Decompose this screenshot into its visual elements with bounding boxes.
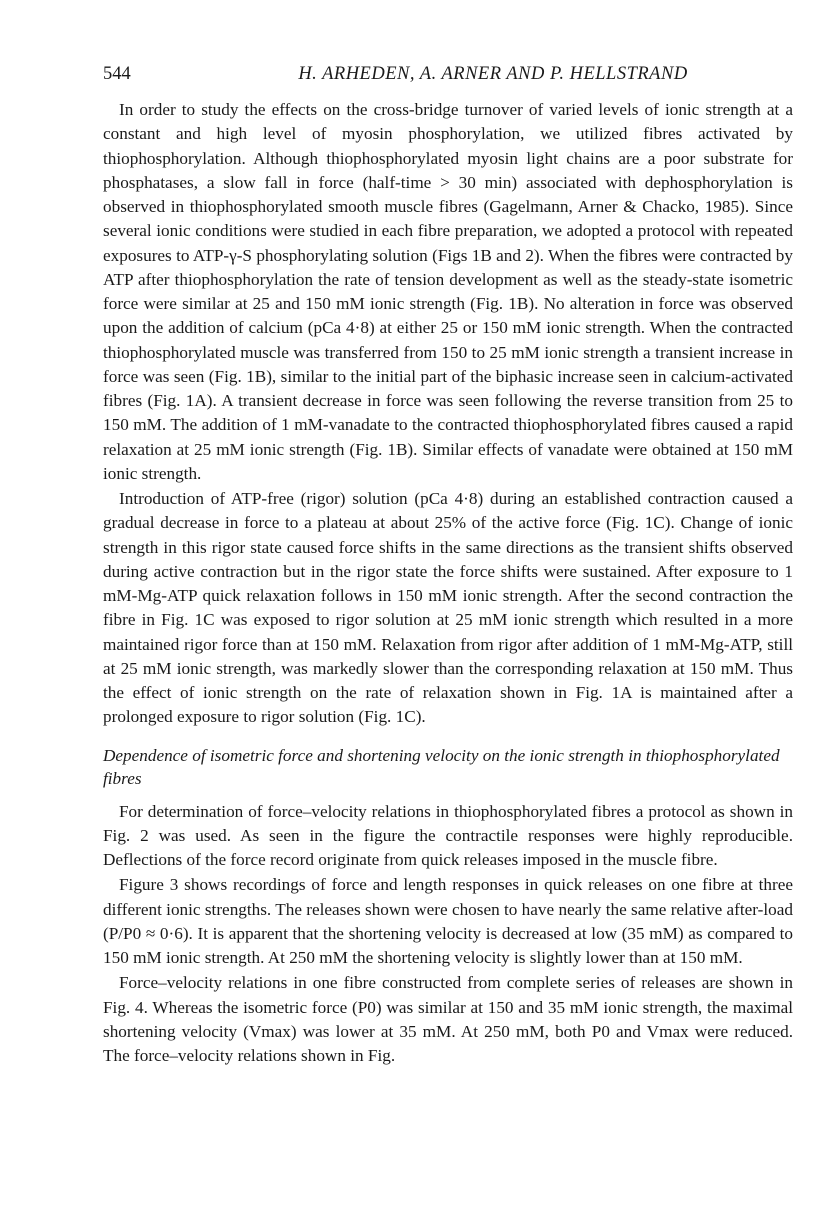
paragraph: Introduction of ATP-free (rigor) solution (pCa 4·8) during an established contraction caused a gradual decrease in force to a plateau at about 25% of the active force (Fig. 1C). Change of ionic strength in this rigor state caused force shifts in the same directions as the transient shifts observed during active contraction but in the rigor state the force shifts were sustained. After exposure to 1 mM-Mg-ATP quick relaxation follows in 150 mM ionic strength. After the second contraction the fibre in Fig. 1C was exposed to rigor solution at 25 mM ionic strength which resulted in a more maintained rigor force than at 150 mM. Relaxation from rigor after addition of 1 mM-Mg-ATP, still at 25 mM ionic strength, was markedly slower than the corresponding relaxation at 150 mM. Thus the effect of ionic strength on the rate of relaxation shown in Fig. 1A is maintained after a prolonged exposure to rigor solution (Fig. 1C). — [103, 489, 793, 727]
paragraph: For determination of force–velocity relations in thiophosphorylated fibres a protocol as shown in Fig. 2 was used. As seen in the figure the contractile responses were highly reproducible. Deflections of the force record originate from quick releases imposed in the muscle fibre. — [103, 801, 793, 869]
running-head: H. ARHEDEN, A. ARNER AND P. HELLSTRAND — [298, 64, 688, 84]
paragraph: Force–velocity relations in one fibre constructed from complete series of releases are shown in Fig. 4. Whereas the isometric force (P0) was similar at 150 and 35 mM ionic strength, the maximal shortening velocity (Vmax) was lower at 35 mM. At 250 mM, both P0 and Vmax were reduced. The force–velocity relations shown in Fig. — [103, 973, 793, 1065]
page-number: 544 — [103, 64, 131, 84]
page-header — [103, 64, 793, 88]
section-heading: Dependence of isometric force and shortening velocity on the ionic strength in thiophosphorylated fibres — [103, 745, 780, 788]
body-text — [103, 98, 793, 1068]
paragraph: In order to study the effects on the cross-bridge turnover of varied levels of ionic strength at a constant and high level of myosin phosphorylation, we utilized fibres activated by thiophosphorylation. Although thiophosphorylated myosin light chains are a poor substrate for phosphatases, a slow fall in force (half-time > 30 min) associated with dephosphorylation is observed in thiophosphorylated smooth muscle fibres (Gagelmann, Arner & Chacko, 1985). Since several ionic conditions were studied in each fibre preparation, we adopted a protocol with repeated exposures to ATP-γ-S phosphorylating solution (Figs 1B and 2). When the fibres were contracted by ATP after thiophosphorylation the rate of tension development as well as the steady-state isometric force were similar at 25 and 150 mM ionic strength (Fig. 1B). No alteration in force was observed upon the addition of calcium (pCa 4·8) at either 25 or 150 mM ionic strength. When the contracted thiophosphorylated muscle was transferred from 150 to 25 mM ionic strength a transient increase in force was seen (Fig. 1B), similar to the initial part of the biphasic increase seen in calcium-activated fibres (Fig. 1A). A transient decrease in force was seen following the reverse transition from 25 to 150 mM. The addition of 1 mM-vanadate to the contracted thiophosphorylated fibres caused a rapid relaxation at 25 mM ionic strength (Fig. 1B). Similar effects of vanadate were obtained at 150 mM ionic strength. — [103, 100, 793, 483]
paragraph: Figure 3 shows recordings of force and length responses in quick releases on one fibre at three different ionic strengths. The releases shown were chosen to have nearly the same relative after-load (P/P0 ≈ 0·6). It is apparent that the shortening velocity is decreased at low (35 mM) as compared to 150 mM ionic strength. At 250 mM the shortening velocity is slightly lower than at 150 mM. — [103, 875, 793, 967]
